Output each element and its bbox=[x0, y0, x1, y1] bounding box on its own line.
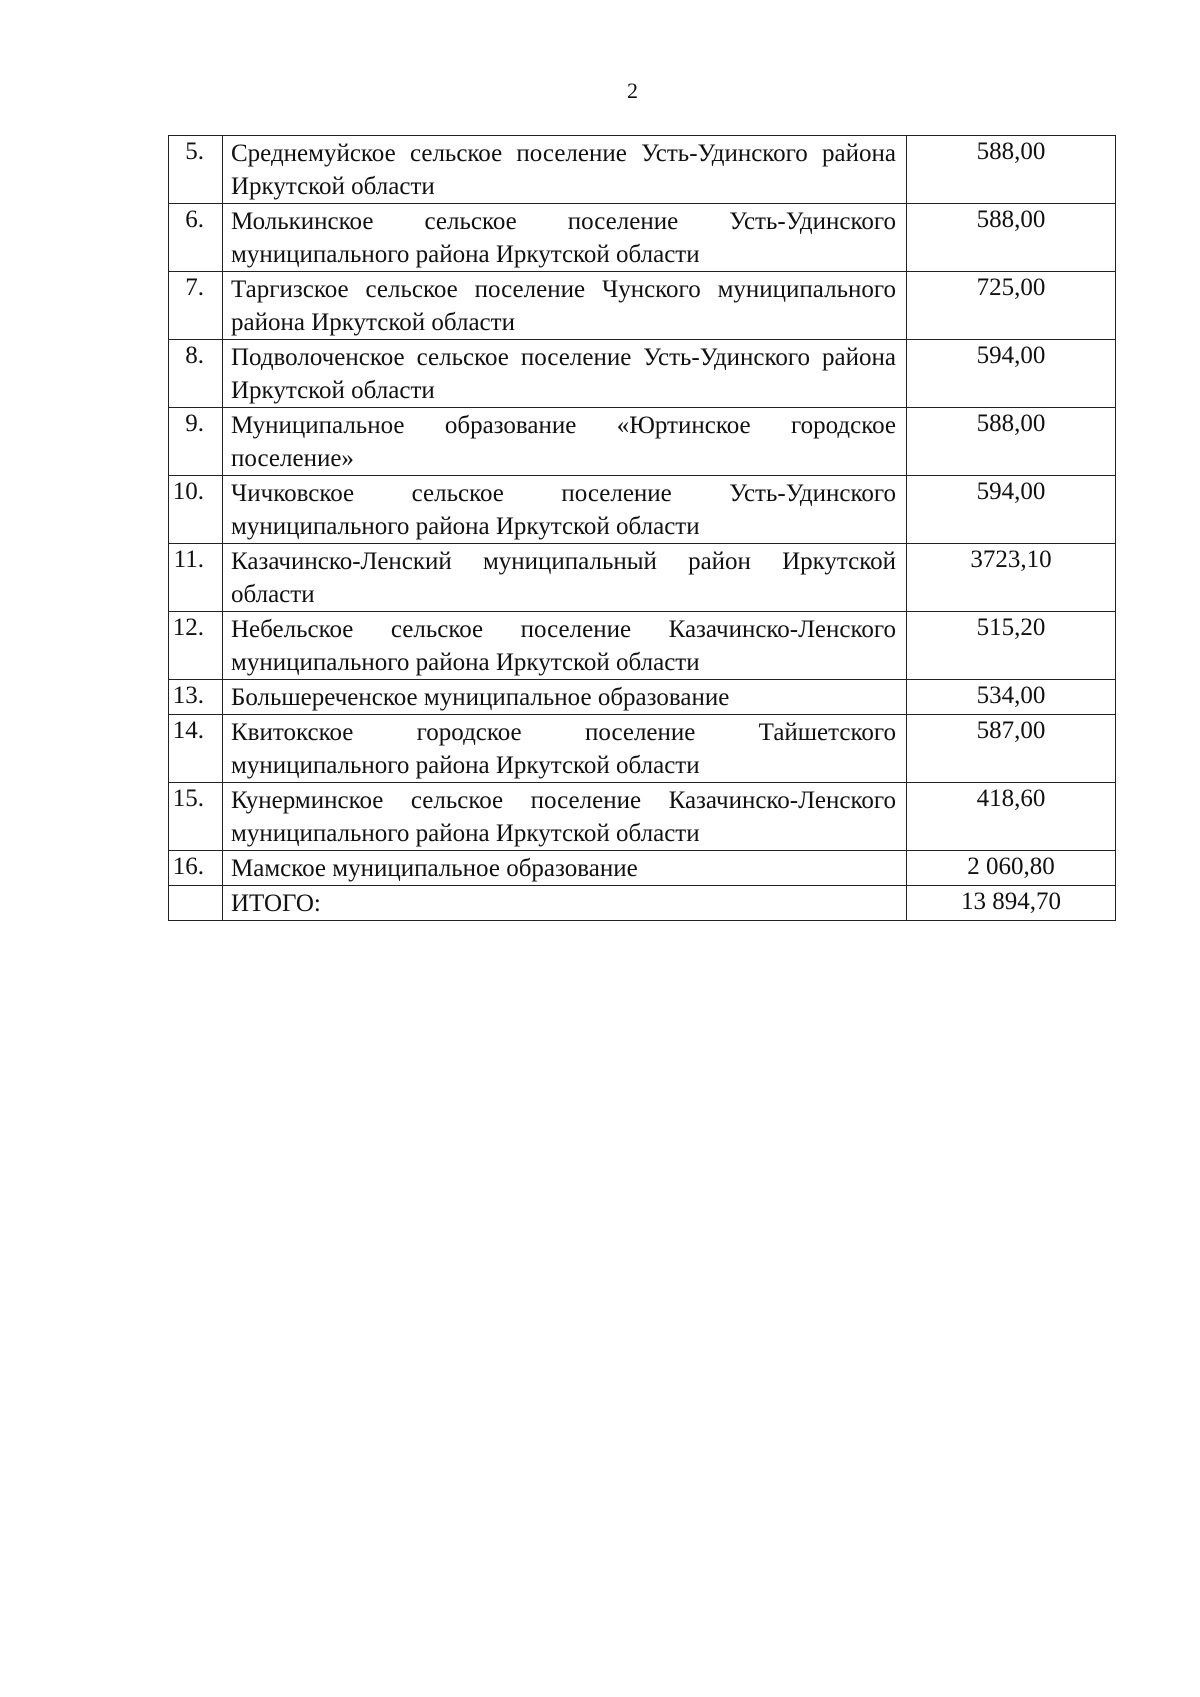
amount-value: 594,00 bbox=[907, 476, 1116, 544]
amount-value: 725,00 bbox=[907, 272, 1116, 340]
amount-value: 588,00 bbox=[907, 204, 1116, 272]
table-row bbox=[169, 715, 1116, 783]
total-row bbox=[169, 886, 1116, 921]
row-number: 8. bbox=[169, 340, 223, 408]
page-number: 2 bbox=[627, 78, 638, 103]
municipality-name: Таргизское сельское поселение Чунского муниципального района Иркутской области bbox=[223, 272, 907, 340]
table-row bbox=[169, 680, 1116, 715]
allocation-table bbox=[168, 135, 1116, 921]
municipality-name: Кунерминское сельское поселение Казачинско-Ленского муниципального района Иркутской области bbox=[223, 783, 907, 851]
amount-value: 3723,10 bbox=[907, 544, 1116, 612]
municipality-name: Квитокское городское поселение Тайшетского муниципального района Иркутской области bbox=[223, 715, 907, 783]
row-number: 5. bbox=[169, 136, 223, 204]
row-number: 15. bbox=[169, 783, 223, 851]
municipality-name: Подволоченское сельское поселение Усть-Удинского района Иркутской области bbox=[223, 340, 907, 408]
row-number: 12. bbox=[169, 612, 223, 680]
municipality-name: Среднемуйское сельское поселение Усть-Удинского района Иркутской области bbox=[223, 136, 907, 204]
table-row bbox=[169, 544, 1116, 612]
table-row bbox=[169, 476, 1116, 544]
table-row bbox=[169, 851, 1116, 886]
row-number: 13. bbox=[169, 680, 223, 715]
municipality-name: Молькинское сельское поселение Усть-Удинского муниципального района Иркутской области bbox=[223, 204, 907, 272]
municipality-name: Чичковское сельское поселение Усть-Удинского муниципального района Иркутской области bbox=[223, 476, 907, 544]
total-amount: 13 894,70 bbox=[907, 886, 1116, 921]
row-number: 11. bbox=[169, 544, 223, 612]
municipality-name: Казачинско-Ленский муниципальный район Иркутской области bbox=[223, 544, 907, 612]
table-row bbox=[169, 272, 1116, 340]
amount-value: 515,20 bbox=[907, 612, 1116, 680]
table-row bbox=[169, 136, 1116, 204]
municipality-name: Небельское сельское поселение Казачинско-Ленского муниципального района Иркутской области bbox=[223, 612, 907, 680]
table-row bbox=[169, 612, 1116, 680]
amount-value: 588,00 bbox=[907, 408, 1116, 476]
municipality-name: Муниципальное образование «Юртинское городское поселение» bbox=[223, 408, 907, 476]
amount-value: 588,00 bbox=[907, 136, 1116, 204]
row-number: 16. bbox=[169, 851, 223, 886]
amount-value: 594,00 bbox=[907, 340, 1116, 408]
table-row bbox=[169, 783, 1116, 851]
amount-value: 534,00 bbox=[907, 680, 1116, 715]
table-row bbox=[169, 340, 1116, 408]
row-number: 14. bbox=[169, 715, 223, 783]
total-label: ИТОГО: bbox=[223, 886, 907, 921]
amount-value: 418,60 bbox=[907, 783, 1116, 851]
amount-value: 2 060,80 bbox=[907, 851, 1116, 886]
municipality-name: Мамское муниципальное образование bbox=[223, 851, 907, 886]
row-number: 6. bbox=[169, 204, 223, 272]
row-number: 9. bbox=[169, 408, 223, 476]
municipality-name: Большереченское муниципальное образование bbox=[223, 680, 907, 715]
table-row bbox=[169, 204, 1116, 272]
row-number: 10. bbox=[169, 476, 223, 544]
row-number: 7. bbox=[169, 272, 223, 340]
amount-value: 587,00 bbox=[907, 715, 1116, 783]
total-empty-cell bbox=[169, 886, 223, 921]
table-row bbox=[169, 408, 1116, 476]
